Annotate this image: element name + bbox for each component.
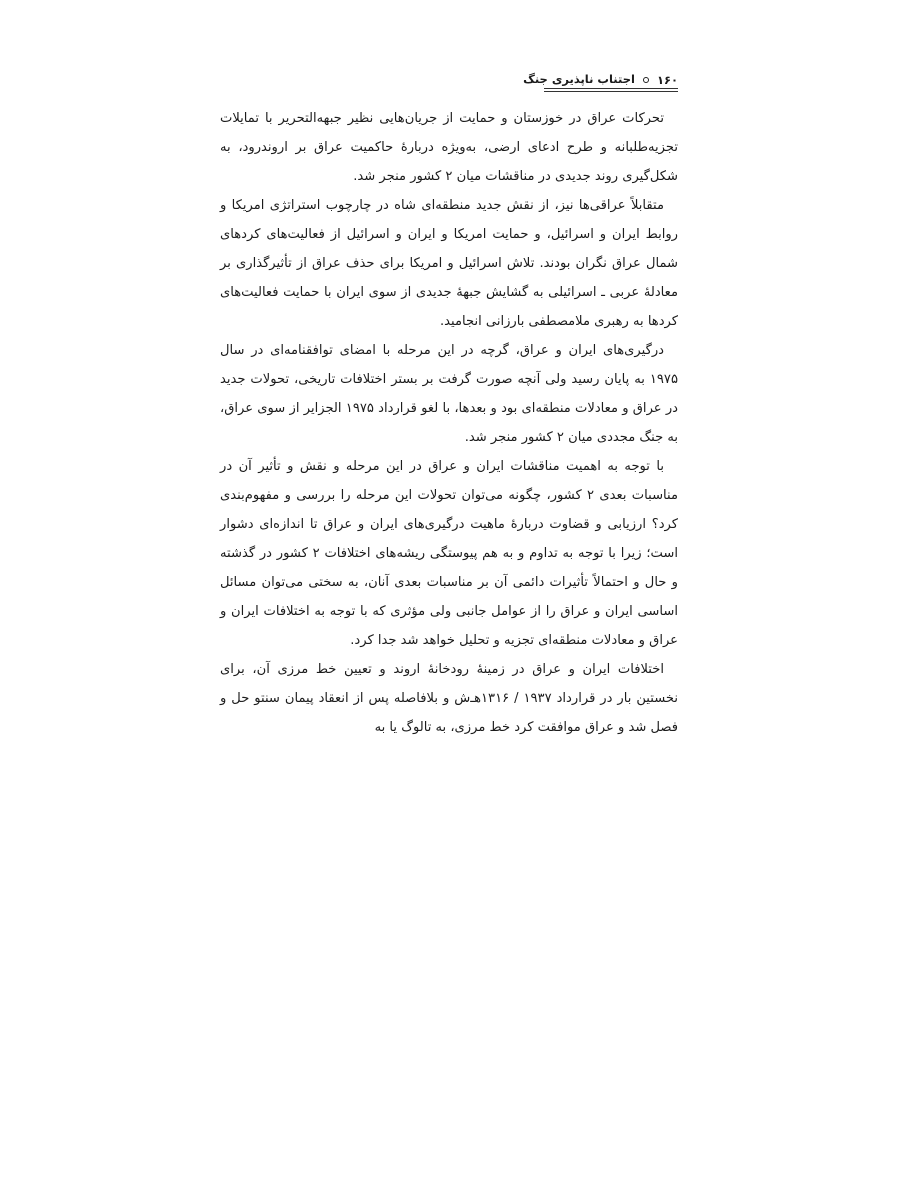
header-double-rule (544, 88, 678, 92)
paragraph: با توجه به اهمیت مناقشات ایران و عراق در این مرحله و نقش و تأثیر آن در مناسبات بعدی ۲ کشور، چگونه می‌توان تحولات این مرحله را بررسی و مفهوم‌بندی کرد؟ ارزیابی و قضاوت دربارهٔ ماهیت درگیری‌های ایران و عراق تا اندازه‌ای دشوار است؛ زیرا با توجه به تداوم و به هم پیوستگی ریشه‌های اختلافات ۲ کشور در گذشته و حال و احتمالاً تأثیرات دائمی آن بر مناسبات بعدی آنان، به سختی می‌توان مسائل اساسی ایران و عراق را از عوامل جانبی ولی مؤثری که با توجه به اختلافات ایران و عراق و معادلات منطقه‌ای تجزیه و تحلیل خواهد شد جدا کرد. (220, 459, 679, 648)
paragraph: درگیری‌های ایران و عراق، گرچه در این مرحله با امضای توافقنامه‌ای در سال ۱۹۷۵ به پایان رسید ولی آنچه صورت گرفت بر بستر اختلافات تاریخی، تحولات جدید در عراق و معادلات منطقه‌ای بود و بعدها، با لغو قرارداد ۱۹۷۵ الجزایر از سوی عراق، به جنگ مجددی میان ۲ کشور منجر شد. (220, 343, 678, 445)
body-text (220, 104, 678, 742)
paragraph: اختلافات ایران و عراق در زمینهٔ رودخانهٔ اروند و تعیین خط مرزی آن، برای نخستین بار در قرارداد ۱۹۳۷ / ۱۳۱۶هـ‌ش و بلافاصله پس از انعقاد پیمان سنتو حل و فصل شد و عراق موافقت کرد خط مرزی، به تالوگ یا به (220, 662, 678, 735)
circle-bullet-icon (643, 77, 649, 83)
paragraph: تحرکات عراق در خوزستان و حمایت از جریان‌هایی نظیر جبهه‌التحریر با تمایلات تجزیه‌طلبانه و طرح ادعای ارضی، به‌ویژه دربارهٔ حاکمیت عراق بر اروندرود، به شکل‌گیری روند جدیدی در مناقشات میان ۲ کشور منجر شد. (220, 111, 678, 184)
page-number: ۱۶۰ (656, 73, 678, 87)
paragraph: متقابلاً عراقی‌ها نیز، از نقش جدید منطقه‌ای شاه در چارچوب استراتژی امریکا و روابط ایران و اسرائیل، و حمایت امریکا و ایران و اسرائیل از فعالیت‌های کردهای شمال عراق نگران بودند. تلاش اسرائیل و امریکا برای حذف عراق از تأثیرگذاری بر معادلهٔ عربی ـ اسرائیلی به گشایش جبههٔ جدیدی از سوی ایران با حمایت فعالیت‌های کردها به رهبری ملامصطفی بارزانی انجامید. (220, 198, 678, 329)
running-header-title: اجتناب ناپذیری جنگ (523, 71, 635, 86)
